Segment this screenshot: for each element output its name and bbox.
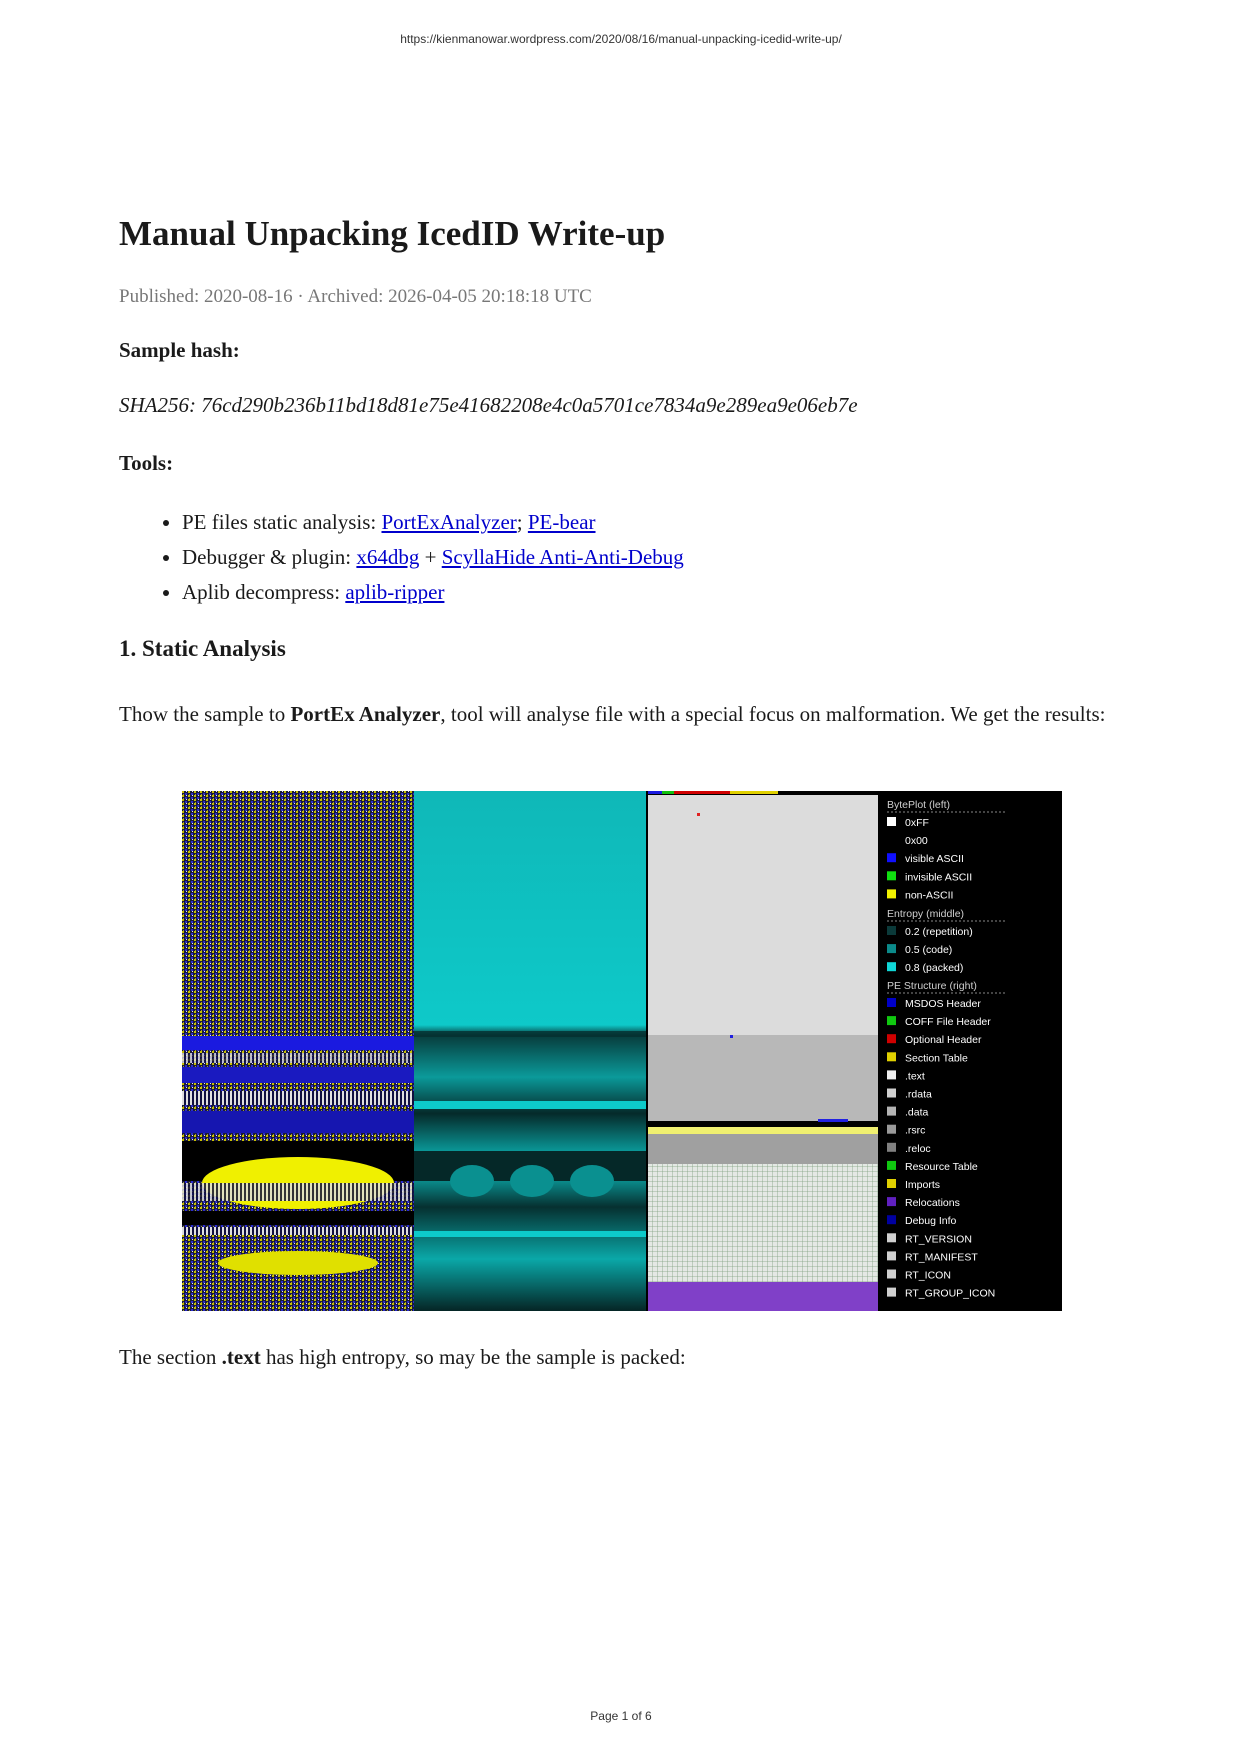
legend-swatch [887, 871, 896, 880]
para-bold: .text [221, 1345, 261, 1369]
scyllahide-link[interactable]: ScyllaHide Anti-Anti-Debug [441, 545, 684, 569]
legend-heading: BytePlot (left) [887, 799, 951, 811]
legend-label: RT_VERSION [905, 1233, 972, 1246]
legend-label: Debug Info [905, 1215, 957, 1228]
x64dbg-link[interactable]: x64dbg [356, 545, 420, 569]
legend-swatch [887, 944, 896, 953]
legend-label: .rsrc [905, 1124, 926, 1137]
section-heading-static-analysis: 1. Static Analysis [119, 636, 286, 661]
paragraph-text-section [119, 1345, 686, 1370]
para-text: , tool will analyse file with a special focus on malformation. We get the results: [440, 702, 1106, 726]
pe-bear-link[interactable]: PE-bear [527, 510, 596, 534]
legend-swatch [887, 1089, 896, 1098]
legend-label: 0x00 [905, 835, 928, 848]
legend-label: COFF File Header [905, 1016, 991, 1029]
legend-swatch [887, 1233, 896, 1242]
tool-label: PE files static analysis: [182, 510, 382, 534]
tools-heading: Tools: [119, 451, 174, 475]
legend-swatch [887, 1197, 896, 1206]
legend-swatch [887, 1251, 896, 1260]
legend-label: .rdata [905, 1088, 932, 1101]
legend-label: 0.5 (code) [905, 944, 953, 957]
legend-label: Section Table [905, 1052, 968, 1065]
publish-meta: Published: 2020-08-16 · Archived: 2026-04-05 20:18:18 UTC [119, 286, 592, 307]
legend-swatch [887, 1125, 896, 1134]
legend-swatch [887, 998, 896, 1007]
legend-swatch [887, 1270, 896, 1279]
legend-swatch [887, 1161, 896, 1170]
pe-structure-panel [646, 791, 878, 1311]
legend-label: RT_ICON [905, 1269, 951, 1282]
legend-swatch [887, 1143, 896, 1152]
page-url: https://kienmanowar.wordpress.com/2020/08/16/manual-unpacking-icedid-write-up/ [400, 32, 842, 46]
para-bold: PortEx Analyzer [290, 702, 441, 726]
tool-label: Aplib decompress: [182, 580, 346, 604]
portexanalyzer-link[interactable]: PortExAnalyzer [381, 510, 517, 534]
legend-swatch [887, 853, 896, 862]
sample-hash-value: SHA256: 76cd290b236b11bd18d81e75e41682208e4c0a5701ce7834a9e289ea9e06eb7e [119, 393, 858, 417]
tools-list [119, 505, 684, 610]
para-text: has high entropy, so may be the sample is packed: [260, 1345, 686, 1369]
legend-swatch [887, 1179, 896, 1188]
portex-visualization-image [182, 791, 1062, 1311]
legend-swatch [887, 1016, 896, 1025]
legend-label: MSDOS Header [905, 998, 981, 1010]
legend-heading: Entropy (middle) [887, 908, 965, 920]
legend-label: Relocations [905, 1197, 960, 1210]
legend-label: .text [905, 1070, 925, 1083]
page-title: Manual Unpacking IcedID Write-up [119, 214, 666, 253]
byteplot-panel [182, 791, 414, 1311]
legend-swatch [887, 1034, 896, 1043]
legend-label: 0xFF [905, 817, 929, 829]
list-item [182, 575, 684, 610]
para-text: The section [119, 1345, 222, 1369]
legend-label: RT_GROUP_ICON [905, 1287, 996, 1300]
entropy-panel [414, 791, 646, 1311]
legend-swatch [887, 926, 896, 935]
legend-label: 0.8 (packed) [905, 962, 964, 975]
legend-label: visible ASCII [905, 853, 964, 866]
legend-label: RT_MANIFEST [905, 1251, 978, 1264]
legend-swatch [887, 1107, 896, 1116]
paragraph-portex [119, 697, 1119, 731]
legend-label: invisible ASCII [905, 871, 973, 884]
legend-swatch [887, 1070, 896, 1079]
tool-label: Debugger & plugin: [182, 545, 357, 569]
legend-swatch [887, 1288, 896, 1297]
legend-heading: PE Structure (right) [887, 980, 977, 992]
legend-swatch [887, 835, 896, 844]
aplib-ripper-link[interactable]: aplib-ripper [345, 580, 445, 604]
legend-swatch [887, 889, 896, 898]
list-item [182, 505, 684, 540]
legend-label: 0.2 (repetition) [905, 926, 973, 938]
legend-swatch [887, 817, 896, 826]
legend-label: non-ASCII [905, 889, 954, 902]
page-footer: Page 1 of 6 [590, 1709, 652, 1723]
legend-label: .reloc [905, 1142, 931, 1155]
tool-separator: ; [516, 510, 528, 534]
legend-label: Optional Header [905, 1034, 982, 1047]
legend-swatch [887, 1215, 896, 1224]
figure-legend [878, 791, 1062, 1311]
sample-hash-heading: Sample hash: [119, 338, 240, 362]
list-item [182, 540, 684, 575]
legend-swatch [887, 1052, 896, 1061]
legend-label: Resource Table [905, 1160, 978, 1173]
para-text: Thow the sample to [119, 702, 291, 726]
tool-separator: + [419, 545, 442, 569]
legend-label: Imports [905, 1179, 941, 1191]
legend-label: .data [905, 1106, 929, 1119]
legend-swatch [887, 962, 896, 971]
